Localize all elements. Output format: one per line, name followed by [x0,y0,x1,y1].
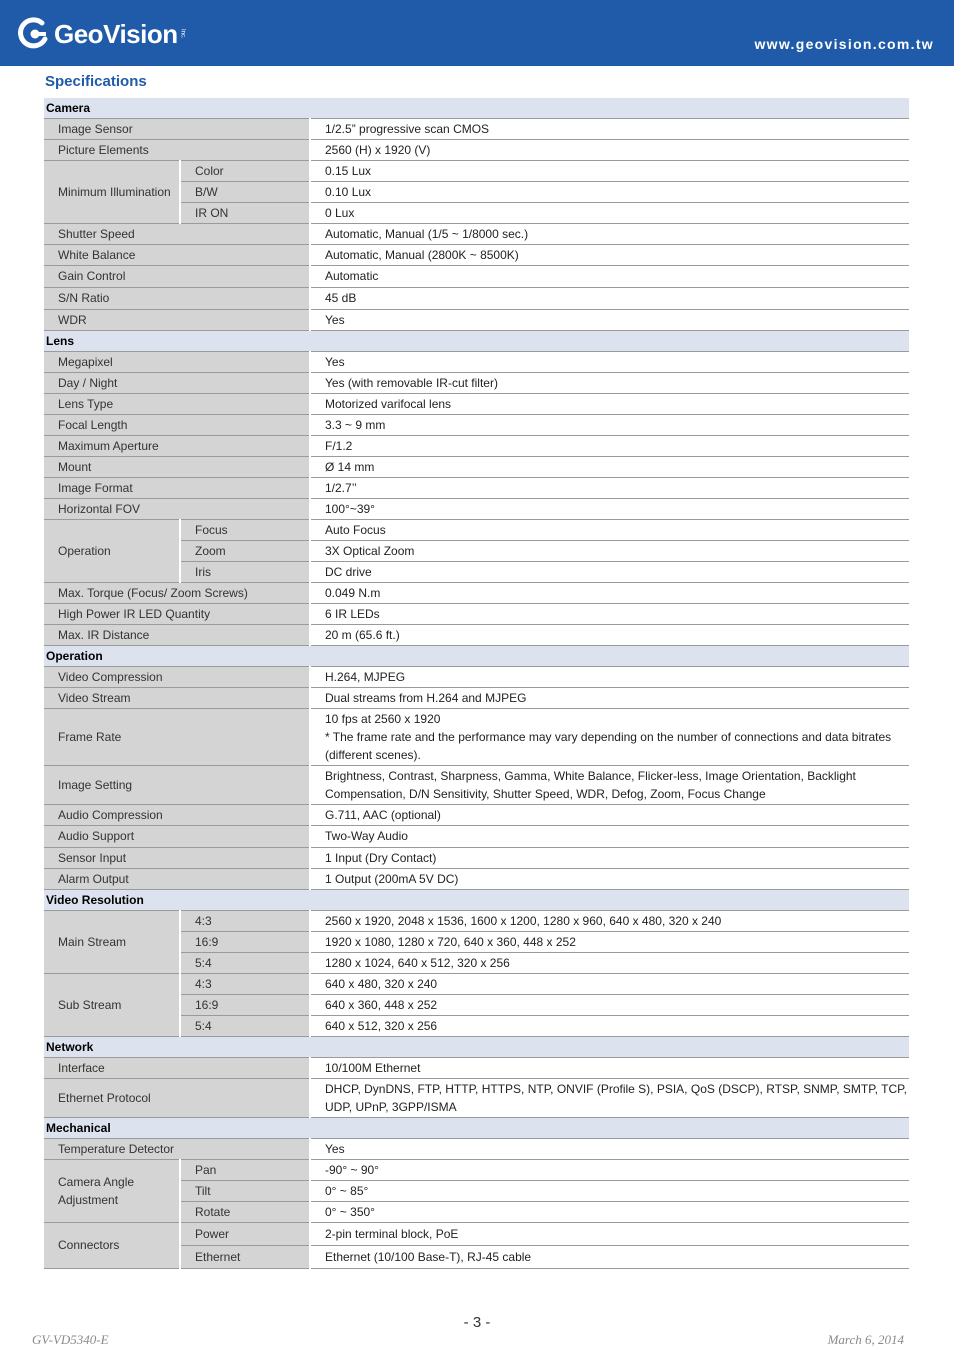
spec-value: -90° ~ 90° [310,1159,909,1180]
spec-label: Maximum Aperture [44,435,310,456]
spec-label: Minimum Illumination [44,160,180,223]
spec-value: 20 m (65.6 ft.) [310,624,909,645]
section-title: Lens [44,330,909,351]
spec-label: Video Compression [44,666,310,687]
spec-value: Yes [310,351,909,372]
table-row [44,414,909,435]
spec-label: Gain Control [44,265,310,287]
spec-value: 0° ~ 85° [310,1180,909,1201]
spec-label: White Balance [44,244,310,265]
table-row [44,456,909,477]
table-row [44,118,909,139]
spec-sub-label: Rotate [180,1201,310,1222]
spec-sub-label: 5:4 [180,1015,310,1036]
spec-label: Frame Rate [44,708,310,765]
section-title: Camera [44,98,909,118]
table-row [44,1138,909,1159]
section-header-lens [44,330,909,351]
table-row [44,687,909,708]
spec-value: 1920 x 1080, 1280 x 720, 640 x 360, 448 x 252 [310,931,909,952]
table-row [44,1078,909,1117]
spec-label: Image Setting [44,765,310,804]
section-title: Network [44,1036,909,1057]
spec-value: 1/2.7’’ [310,477,909,498]
table-row [44,1057,909,1078]
website-url[interactable]: www.geovision.com.tw [754,36,934,52]
logo-suffix: Inc. [179,29,186,39]
spec-sub-label: IR ON [180,202,310,223]
spec-label: Sub Stream [44,973,180,1036]
spec-label: Connectors [44,1222,180,1268]
table-row [44,309,909,330]
table-row [44,708,909,765]
spec-label: Mount [44,456,310,477]
page-title: Specifications [45,73,147,90]
spec-sub-label: 16:9 [180,931,310,952]
section-header-video-resolution [44,889,909,910]
spec-value: 1 Output (200mA 5V DC) [310,868,909,889]
spec-label: Lens Type [44,393,310,414]
section-header-camera [44,98,909,118]
spec-sub-label: B/W [180,181,310,202]
spec-sub-label: 16:9 [180,994,310,1015]
logo-text: GeoVision [54,18,178,49]
spec-label: Sensor Input [44,847,310,868]
spec-label: WDR [44,309,310,330]
spec-sub-label: 5:4 [180,952,310,973]
spec-value: 0.049 N.m [310,582,909,603]
section-title: Mechanical [44,1117,909,1138]
spec-label: S/N Ratio [44,287,310,309]
spec-value: Yes [310,1138,909,1159]
page-number: - 3 - [463,1314,491,1331]
table-row [44,910,909,931]
spec-value: Automatic [310,265,909,287]
spec-sub-label: Pan [180,1159,310,1180]
document-date: March 6, 2014 [827,1332,904,1347]
spec-label: Image Format [44,477,310,498]
spec-value: Brightness, Contrast, Sharpness, Gamma, White Balance, Flicker-less, Image Orientation, Backlight Compensation, D/N Sensitivity, Shutter Speed, WDR, Defog, Zoom, Focus Change [310,765,909,804]
spec-sub-label: Focus [180,519,310,540]
table-row [44,435,909,456]
spec-sub-label: Ethernet [180,1245,310,1268]
spec-value: 1280 x 1024, 640 x 512, 320 x 256 [310,952,909,973]
spec-sub-label: Tilt [180,1180,310,1201]
spec-value: 0 Lux [310,202,909,223]
table-row [44,582,909,603]
table-row [44,973,909,994]
model-number: GV-VD5340-E [32,1332,109,1347]
table-row [44,160,909,181]
page-header [0,0,954,66]
spec-sub-label: Zoom [180,540,310,561]
spec-label: Horizontal FOV [44,498,310,519]
table-row [44,868,909,889]
table-row [44,1222,909,1245]
spec-label: Ethernet Protocol [44,1078,310,1117]
table-row [44,244,909,265]
spec-label: Camera Angle Adjustment [44,1159,180,1222]
spec-sub-label: 4:3 [180,910,310,931]
spec-value: Dual streams from H.264 and MJPEG [310,687,909,708]
table-row [44,624,909,645]
spec-label: Image Sensor [44,118,310,139]
spec-value: 2560 x 1920, 2048 x 1536, 1600 x 1200, 1280 x 960, 640 x 480, 320 x 240 [310,910,909,931]
spec-sub-label: Power [180,1222,310,1245]
spec-value: 2560 (H) x 1920 (V) [310,139,909,160]
table-row [44,666,909,687]
spec-label: Focal Length [44,414,310,435]
spec-value: 45 dB [310,287,909,309]
spec-value: Yes (with removable IR-cut filter) [310,372,909,393]
spec-value: F/1.2 [310,435,909,456]
spec-value: 3.3 ~ 9 mm [310,414,909,435]
spec-value: Automatic, Manual (1/5 ~ 1/8000 sec.) [310,223,909,244]
table-row [44,847,909,868]
spec-value: Automatic, Manual (2800K ~ 8500K) [310,244,909,265]
section-header-mechanical [44,1117,909,1138]
spec-value: 1/2.5” progressive scan CMOS [310,118,909,139]
spec-value: 640 x 512, 320 x 256 [310,1015,909,1036]
spec-value: 10 fps at 2560 x 1920 * The frame rate and the performance may vary depending on the number of connections and data bitrates (different scenes). [310,708,909,765]
spec-label: Alarm Output [44,868,310,889]
spec-value: 3X Optical Zoom [310,540,909,561]
spec-label: Audio Support [44,825,310,847]
spec-label: High Power IR LED Quantity [44,603,310,624]
section-title: Video Resolution [44,889,909,910]
table-row [44,603,909,624]
spec-label: Interface [44,1057,310,1078]
spec-label: Main Stream [44,910,180,973]
table-row [44,519,909,540]
spec-sub-label: Color [180,160,310,181]
spec-value: 0.15 Lux [310,160,909,181]
spec-value: 1 Input (Dry Contact) [310,847,909,868]
spec-label: Megapixel [44,351,310,372]
spec-value: Motorized varifocal lens [310,393,909,414]
spec-label: Picture Elements [44,139,310,160]
spec-value: 0.10 Lux [310,181,909,202]
geovision-logo [18,14,186,54]
spec-value: Ø 14 mm [310,456,909,477]
table-row [44,372,909,393]
spec-value: Ethernet (10/100 Base-T), RJ-45 cable [310,1245,909,1268]
spec-value: 0° ~ 350° [310,1201,909,1222]
spec-label: Audio Compression [44,804,310,825]
spec-value: 2-pin terminal block, PoE [310,1222,909,1245]
table-row [44,139,909,160]
spec-value: 640 x 360, 448 x 252 [310,994,909,1015]
table-row [44,1159,909,1180]
spec-value: Two-Way Audio [310,825,909,847]
spec-value: 640 x 480, 320 x 240 [310,973,909,994]
spec-value: DC drive [310,561,909,582]
section-header-network [44,1036,909,1057]
spec-value: 10/100M Ethernet [310,1057,909,1078]
spec-label: Day / Night [44,372,310,393]
geovision-logo-icon [18,17,50,51]
table-row [44,393,909,414]
spec-value: Auto Focus [310,519,909,540]
spec-sub-label: 4:3 [180,973,310,994]
section-header-operation [44,645,909,666]
spec-label: Temperature Detector [44,1138,310,1159]
section-title: Operation [44,645,909,666]
spec-label: Shutter Speed [44,223,310,244]
table-row [44,351,909,372]
table-row [44,287,909,309]
spec-value: H.264, MJPEG [310,666,909,687]
spec-value: G.711, AAC (optional) [310,804,909,825]
table-row [44,477,909,498]
table-row [44,825,909,847]
spec-value: 6 IR LEDs [310,603,909,624]
spec-label: Max. IR Distance [44,624,310,645]
spec-label: Max. Torque (Focus/ Zoom Screws) [44,582,310,603]
spec-label: Video Stream [44,687,310,708]
table-row [44,765,909,804]
table-row [44,498,909,519]
spec-value: Yes [310,309,909,330]
table-row [44,223,909,244]
spec-label: Operation [44,519,180,582]
specifications-table [44,98,909,1269]
spec-value: DHCP, DynDNS, FTP, HTTP, HTTPS, NTP, ONVIF (Profile S), PSIA, QoS (DSCP), RTSP, SNMP, SMTP, TCP, UDP, UPnP, 3GPP/ISMA [310,1078,909,1117]
table-row [44,804,909,825]
table-row [44,265,909,287]
spec-sub-label: Iris [180,561,310,582]
spec-value: 100°~39° [310,498,909,519]
